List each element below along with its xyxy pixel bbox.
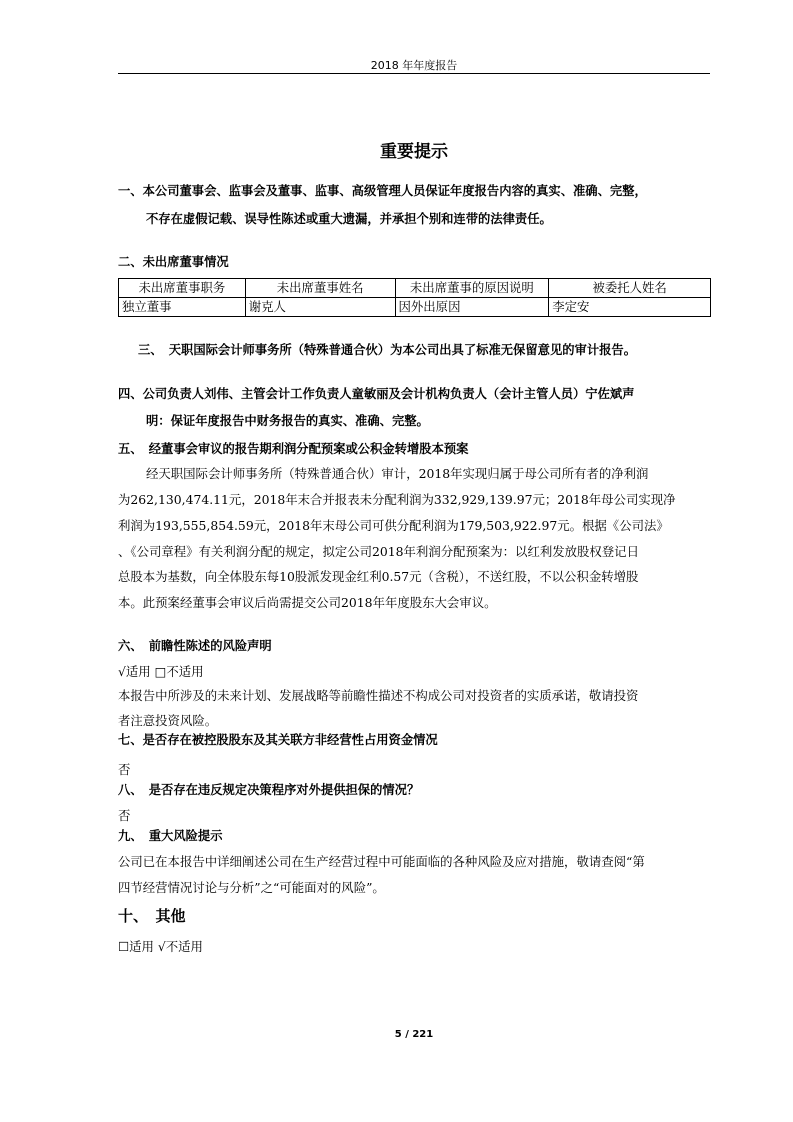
page-number: 5 / 221 bbox=[394, 1029, 434, 1040]
table-header-cell: 被委托人姓名 bbox=[549, 279, 711, 298]
table-cell: 独立董事 bbox=[119, 298, 246, 317]
running-header: 2018 年年度报告 bbox=[370, 59, 458, 72]
section-4-line-2: 明：保证年度报告中财务报告的真实、准确、完整。 bbox=[146, 414, 429, 428]
table-cell: 谢克人 bbox=[245, 298, 395, 317]
section-7-answer: 否 bbox=[118, 762, 131, 777]
section-6-heading: 六、 前瞻性陈述的风险声明 bbox=[118, 639, 272, 653]
header-rule bbox=[118, 73, 710, 74]
section-5-line: 为262,130,474.11元，2018年末合并报表未分配利润为332,929,139.97元；2018年母公司实现净 bbox=[118, 492, 676, 507]
section-9-heading: 九、 重大风险提示 bbox=[118, 829, 223, 843]
section-5-heading: 五、 经董事会审议的报告期利润分配预案或公积金转增股本预案 bbox=[118, 442, 469, 456]
page-title: 重要提示 bbox=[380, 142, 448, 162]
table-cell: 因外出原因 bbox=[395, 298, 549, 317]
section-1-line-2: 不存在虚假记载、误导性陈述或重大遗漏，并承担个别和连带的法律责任。 bbox=[146, 212, 552, 226]
section-1-line-1: 一、本公司董事会、监事会及董事、监事、高级管理人员保证年度报告内容的真实、准确、完整， bbox=[118, 184, 647, 198]
section-5-line: 经天职国际会计师事务所（特殊普通合伙）审计，2018年实现归属于母公司所有者的净利润 bbox=[146, 466, 649, 481]
section-9-line-1: 公司已在本报告中详细阐述公司在生产经营过程中可能面临的各种风险及应对措施，敬请查阅“第 bbox=[118, 854, 645, 869]
section-5-line: 利润为193,555,854.59元，2018年末母公司可供分配利润为179,503,922.97元。根据《公司法》 bbox=[118, 518, 669, 533]
section-6-applicability: √适用 □不适用 bbox=[118, 664, 204, 679]
section-4-line-1: 四、公司负责人刘伟、主管会计工作负责人童敏丽及会计机构负责人（会计主管人员）宁佐斌声 bbox=[118, 387, 635, 401]
absent-directors-table bbox=[118, 278, 711, 317]
table-header-cell: 未出席董事姓名 bbox=[245, 279, 395, 298]
section-5-line: 总股本为基数，向全体股东每10股派发现金红利0.57元（含税），不送红股，不以公积金转增股 bbox=[118, 569, 639, 584]
section-8-answer: 否 bbox=[118, 808, 131, 823]
section-7-heading: 七、是否存在被控股股东及其关联方非经营性占用资金情况 bbox=[118, 733, 438, 747]
section-6-line-2: 者注意投资风险。 bbox=[118, 713, 218, 728]
table-cell: 李定安 bbox=[549, 298, 711, 317]
section-10-applicability: ☐适用 √不适用 bbox=[118, 939, 203, 954]
section-10-heading: 十、 其他 bbox=[118, 907, 186, 925]
table-header-row bbox=[119, 279, 711, 298]
table-header-cell: 未出席董事的原因说明 bbox=[395, 279, 549, 298]
table-row bbox=[119, 298, 711, 317]
section-6-line-1: 本报告中所涉及的未来计划、发展战略等前瞻性描述不构成公司对投资者的实质承诺，敬请投资 bbox=[118, 688, 639, 703]
section-8-heading: 八、 是否存在违反规定决策程序对外提供担保的情况？ bbox=[118, 783, 420, 797]
table-header-cell: 未出席董事职务 bbox=[119, 279, 246, 298]
section-3-text: 三、 天职国际会计师事务所（特殊普通合伙）为本公司出具了标准无保留意见的审计报告。 bbox=[138, 343, 637, 357]
section-9-line-2: 四节经营情况讨论与分析”之“可能面对的风险”。 bbox=[118, 880, 385, 895]
section-2-heading: 二、未出席董事情况 bbox=[118, 255, 229, 269]
section-5-line: 、《公司章程》有关利润分配的规定，拟定公司2018年利润分配预案为：以红利发放股权登记日 bbox=[118, 544, 639, 559]
section-5-line: 本。此预案经董事会审议后尚需提交公司2018年年度股东大会审议。 bbox=[118, 595, 497, 610]
